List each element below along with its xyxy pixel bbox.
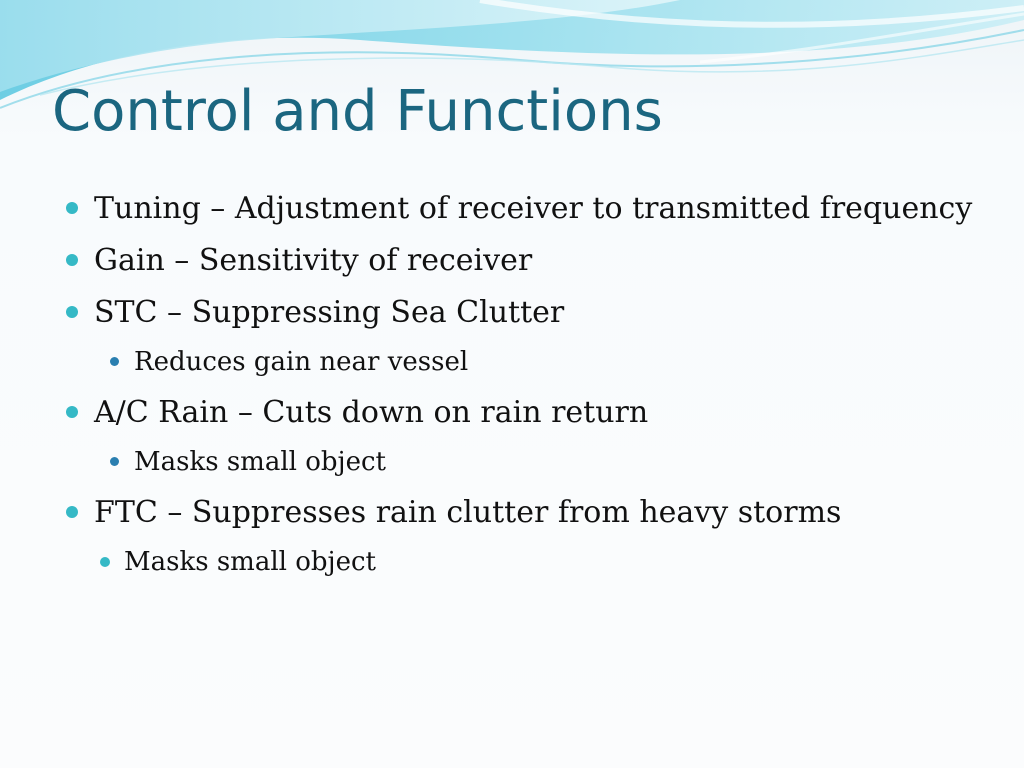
sub-bullet-item xyxy=(60,544,980,580)
bullet-item xyxy=(60,292,980,334)
bullet-text: Gain – Sensitivity of receiver xyxy=(94,243,533,278)
bullet-item xyxy=(60,492,980,534)
sub-bullet-icon xyxy=(100,557,110,567)
bullet-text: Tuning – Adjustment of receiver to transmitted frequency xyxy=(94,191,973,226)
sub-bullet-text: Reduces gain near vessel xyxy=(134,347,469,377)
bullet-item xyxy=(60,392,980,434)
bullet-list xyxy=(60,188,980,580)
bullet-icon xyxy=(66,306,78,318)
sub-bullet-text: Masks small object xyxy=(134,447,386,477)
slide-title: Control and Functions xyxy=(52,79,663,144)
bullet-text: FTC – Suppresses rain clutter from heavy storms xyxy=(94,495,842,530)
sub-bullet-item xyxy=(60,344,980,380)
bullet-item xyxy=(60,188,980,230)
bullet-text: A/C Rain – Cuts down on rain return xyxy=(94,395,649,430)
sub-bullet-text: Masks small object xyxy=(124,547,376,577)
bullet-icon xyxy=(66,254,78,266)
bullet-icon xyxy=(66,506,78,518)
bullet-item xyxy=(60,240,980,282)
sub-bullet-icon xyxy=(110,457,119,466)
sub-bullet-item xyxy=(60,444,980,480)
bullet-icon xyxy=(66,406,78,418)
sub-bullet-icon xyxy=(110,357,119,366)
bullet-text: STC – Suppressing Sea Clutter xyxy=(94,295,565,330)
bullet-icon xyxy=(66,202,78,214)
